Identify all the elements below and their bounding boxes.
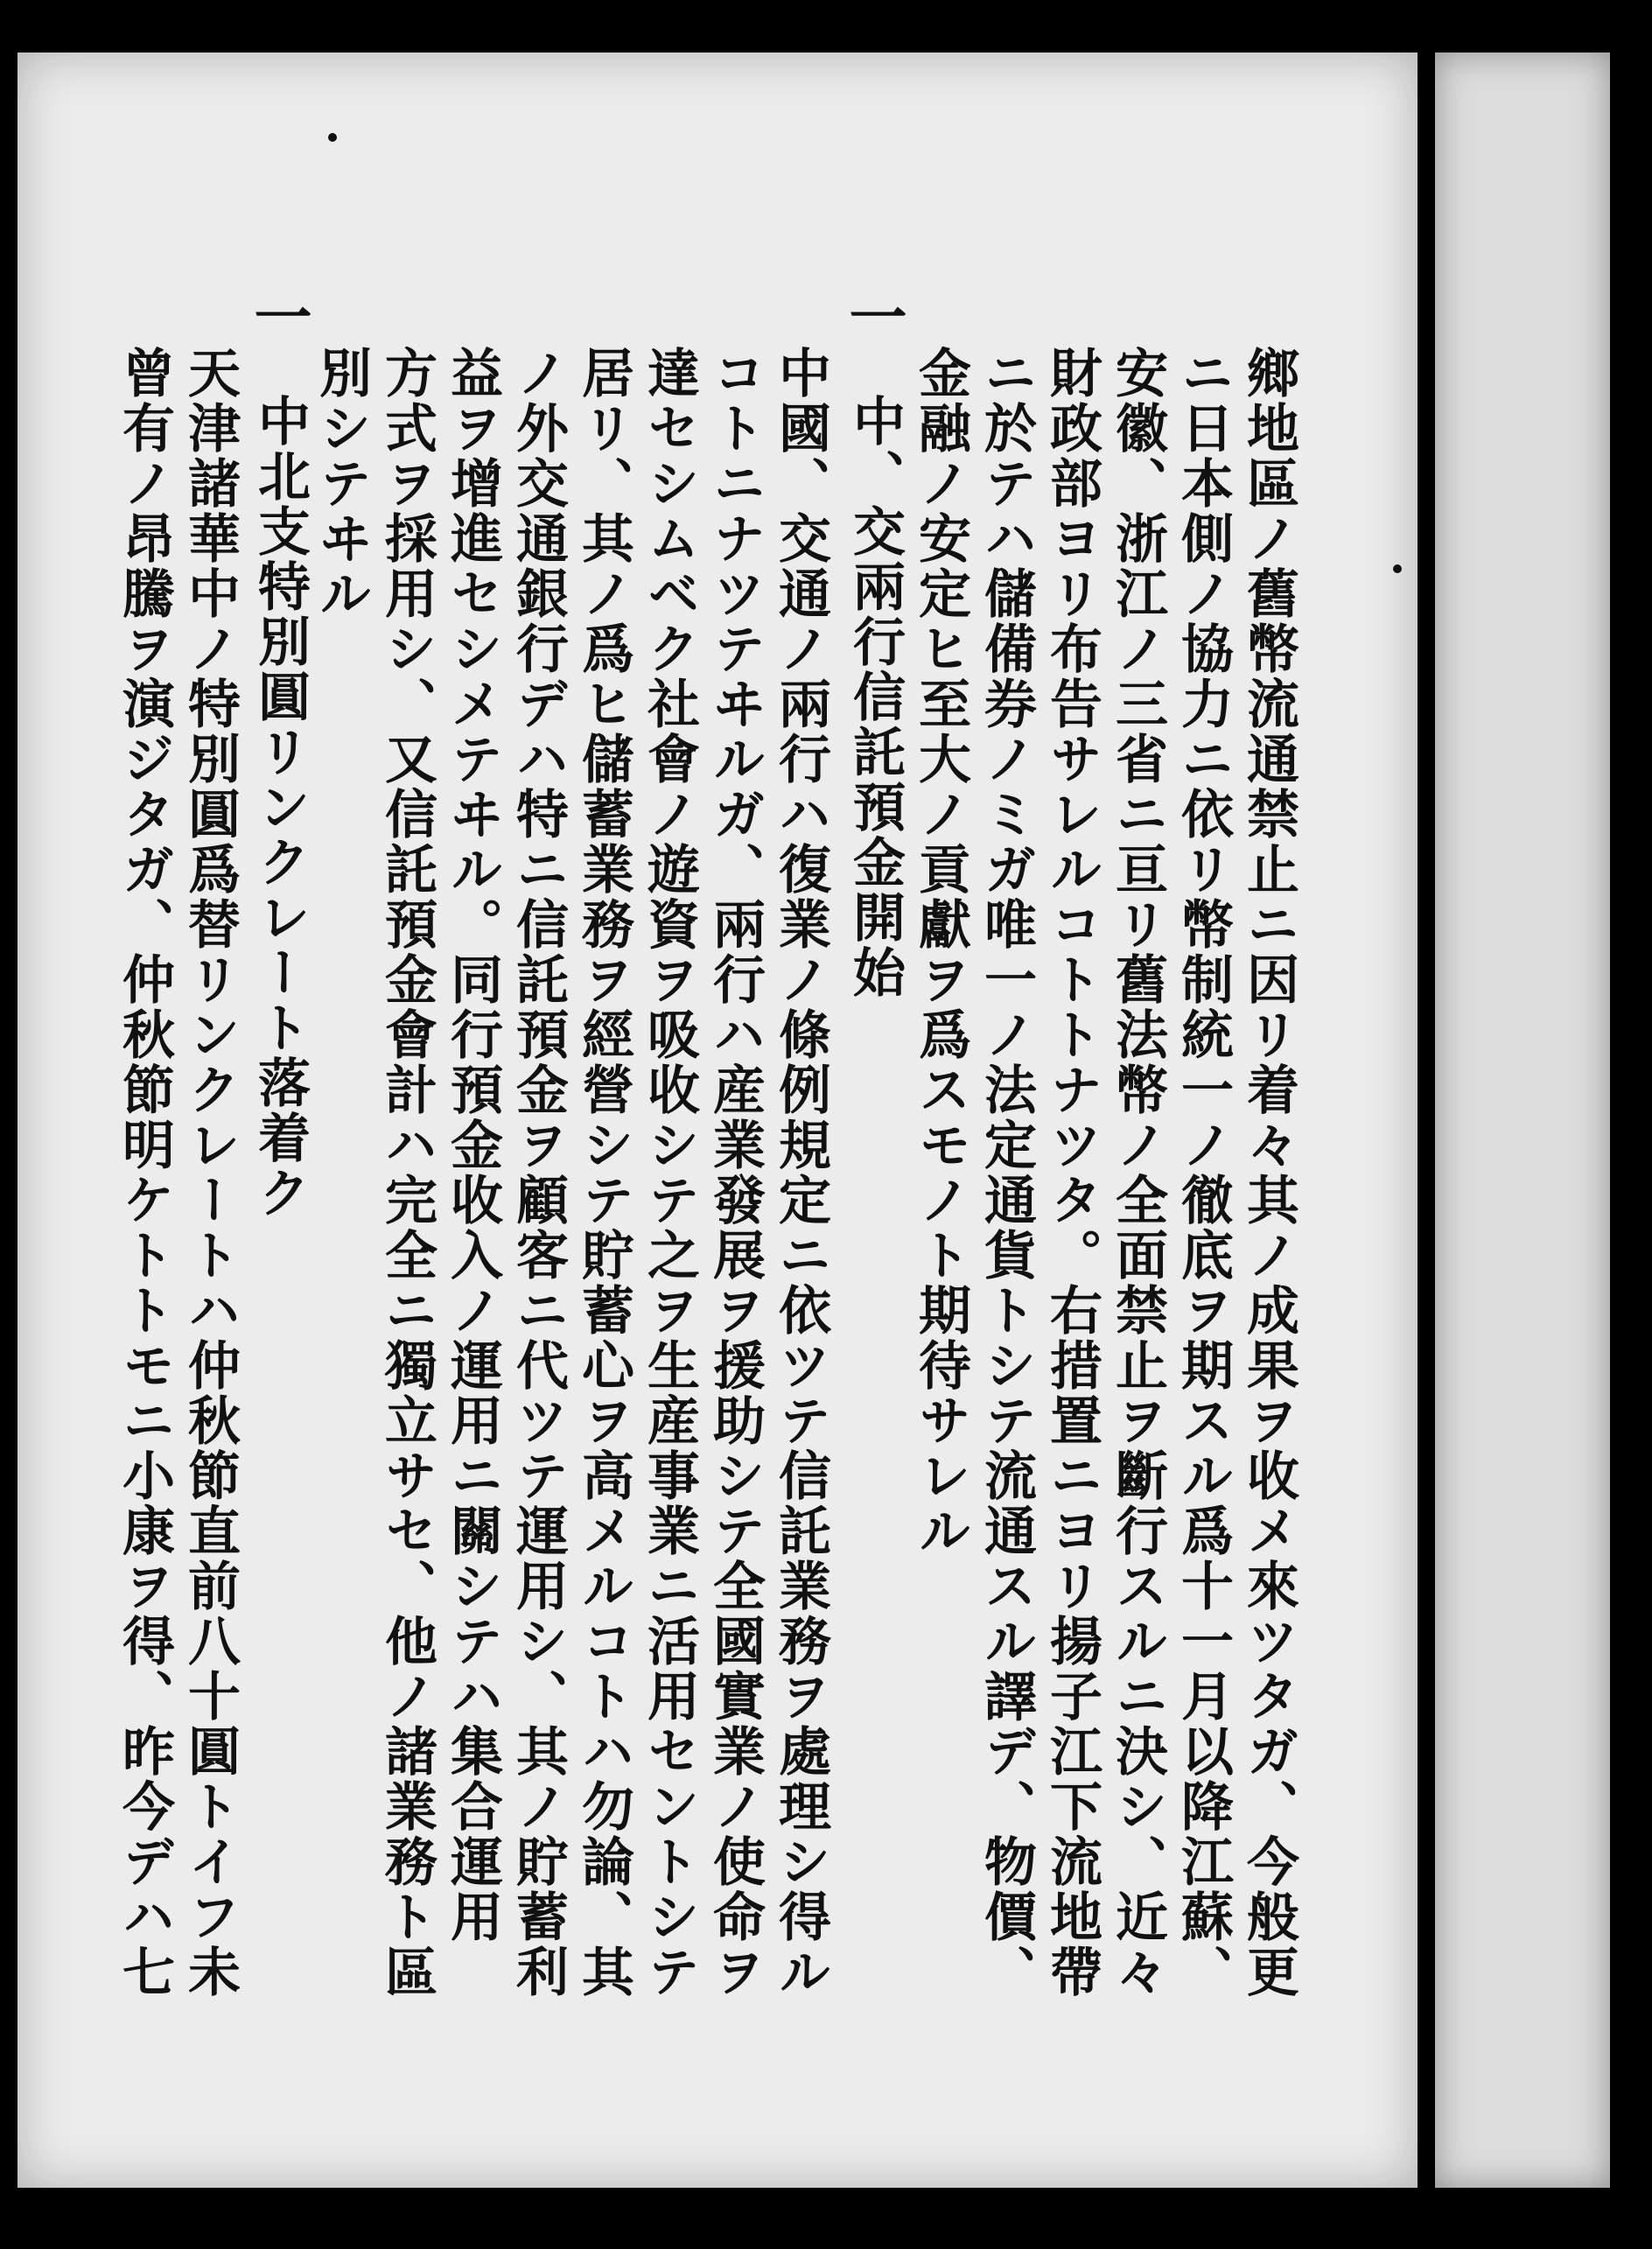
section-heading: 中北支特別圓リンクレート落着ク xyxy=(249,394,311,1221)
text-column: 天津諸華中ノ特別圓爲替リンクレートハ仲秋節直前八十圓トイフ未 xyxy=(179,346,241,2000)
text-column: 金融ノ安定ヒ至大ノ貢獻ヲ爲スモノト期待サレル xyxy=(910,346,971,1559)
text-column: ニ日本側ノ協力ニ依リ幣制統一ノ徹底ヲ期スル爲十一月以降江蘇、 xyxy=(1172,346,1234,2000)
text-column: 別シテヰル xyxy=(311,346,372,621)
text-column: 鄉地區ノ舊幣流通禁止ニ因リ着々其ノ成果ヲ收メ來ツタガ、今般更 xyxy=(1238,346,1299,2000)
text-column: 中國、交通ノ兩行ハ復業ノ條例規定ニ依ツテ信託業務ヲ處理シ得ル xyxy=(770,346,831,2000)
text-column: 曾有ノ昂騰ヲ演ジタガ、仲秋節明ケトトモニ小康ヲ得、昨今デハ七 xyxy=(114,346,175,2000)
text-column: 益ヲ增進セシメテヰル。同行預金收入ノ運用ニ關シテハ集合運用 xyxy=(442,346,503,1944)
text-column: 方式ヲ採用シ、又信託預金會計ハ完全ニ獨立サセ、他ノ諸業務ト區 xyxy=(376,346,438,2000)
text-column: 達セシムベク社會ノ遊資ヲ吸收シテ之ヲ生産事業ニ活用セントシテ xyxy=(639,346,700,2000)
print-speck xyxy=(1393,564,1402,573)
next-page-edge xyxy=(1435,53,1610,2188)
print-speck xyxy=(328,133,337,142)
section-marker: 一 xyxy=(244,287,312,345)
text-column: ニ於テハ儲備券ノミガ唯一ノ法定通貨トシテ流通スル譯デ、物價、 xyxy=(976,346,1037,2000)
section-marker: 一 xyxy=(839,287,907,345)
section-heading: 中、交兩行信託預金開始 xyxy=(844,394,906,1000)
text-column: コトニナツテヰルガ、兩行ハ産業發展ヲ援助シテ全國實業ノ使命ヲ xyxy=(704,346,766,2000)
text-column: ノ外交通銀行デハ特ニ信託預金ヲ顧客ニ代ツテ運用シ、其ノ貯蓄利 xyxy=(508,346,569,2000)
text-column: 安徽、浙江ノ三省ニ亘リ舊法幣ノ全面禁止ヲ斷行スルニ決シ、近々 xyxy=(1107,346,1168,2000)
text-column: 財政部ヨリ布告サレルコトトナツタ。右措置ニヨリ揚子江下流地帶 xyxy=(1041,346,1102,2000)
text-column: 居リ、其ノ爲ヒ儲蓄業務ヲ經營シテ貯蓄心ヲ高メルコトハ勿論、其 xyxy=(573,346,634,2000)
